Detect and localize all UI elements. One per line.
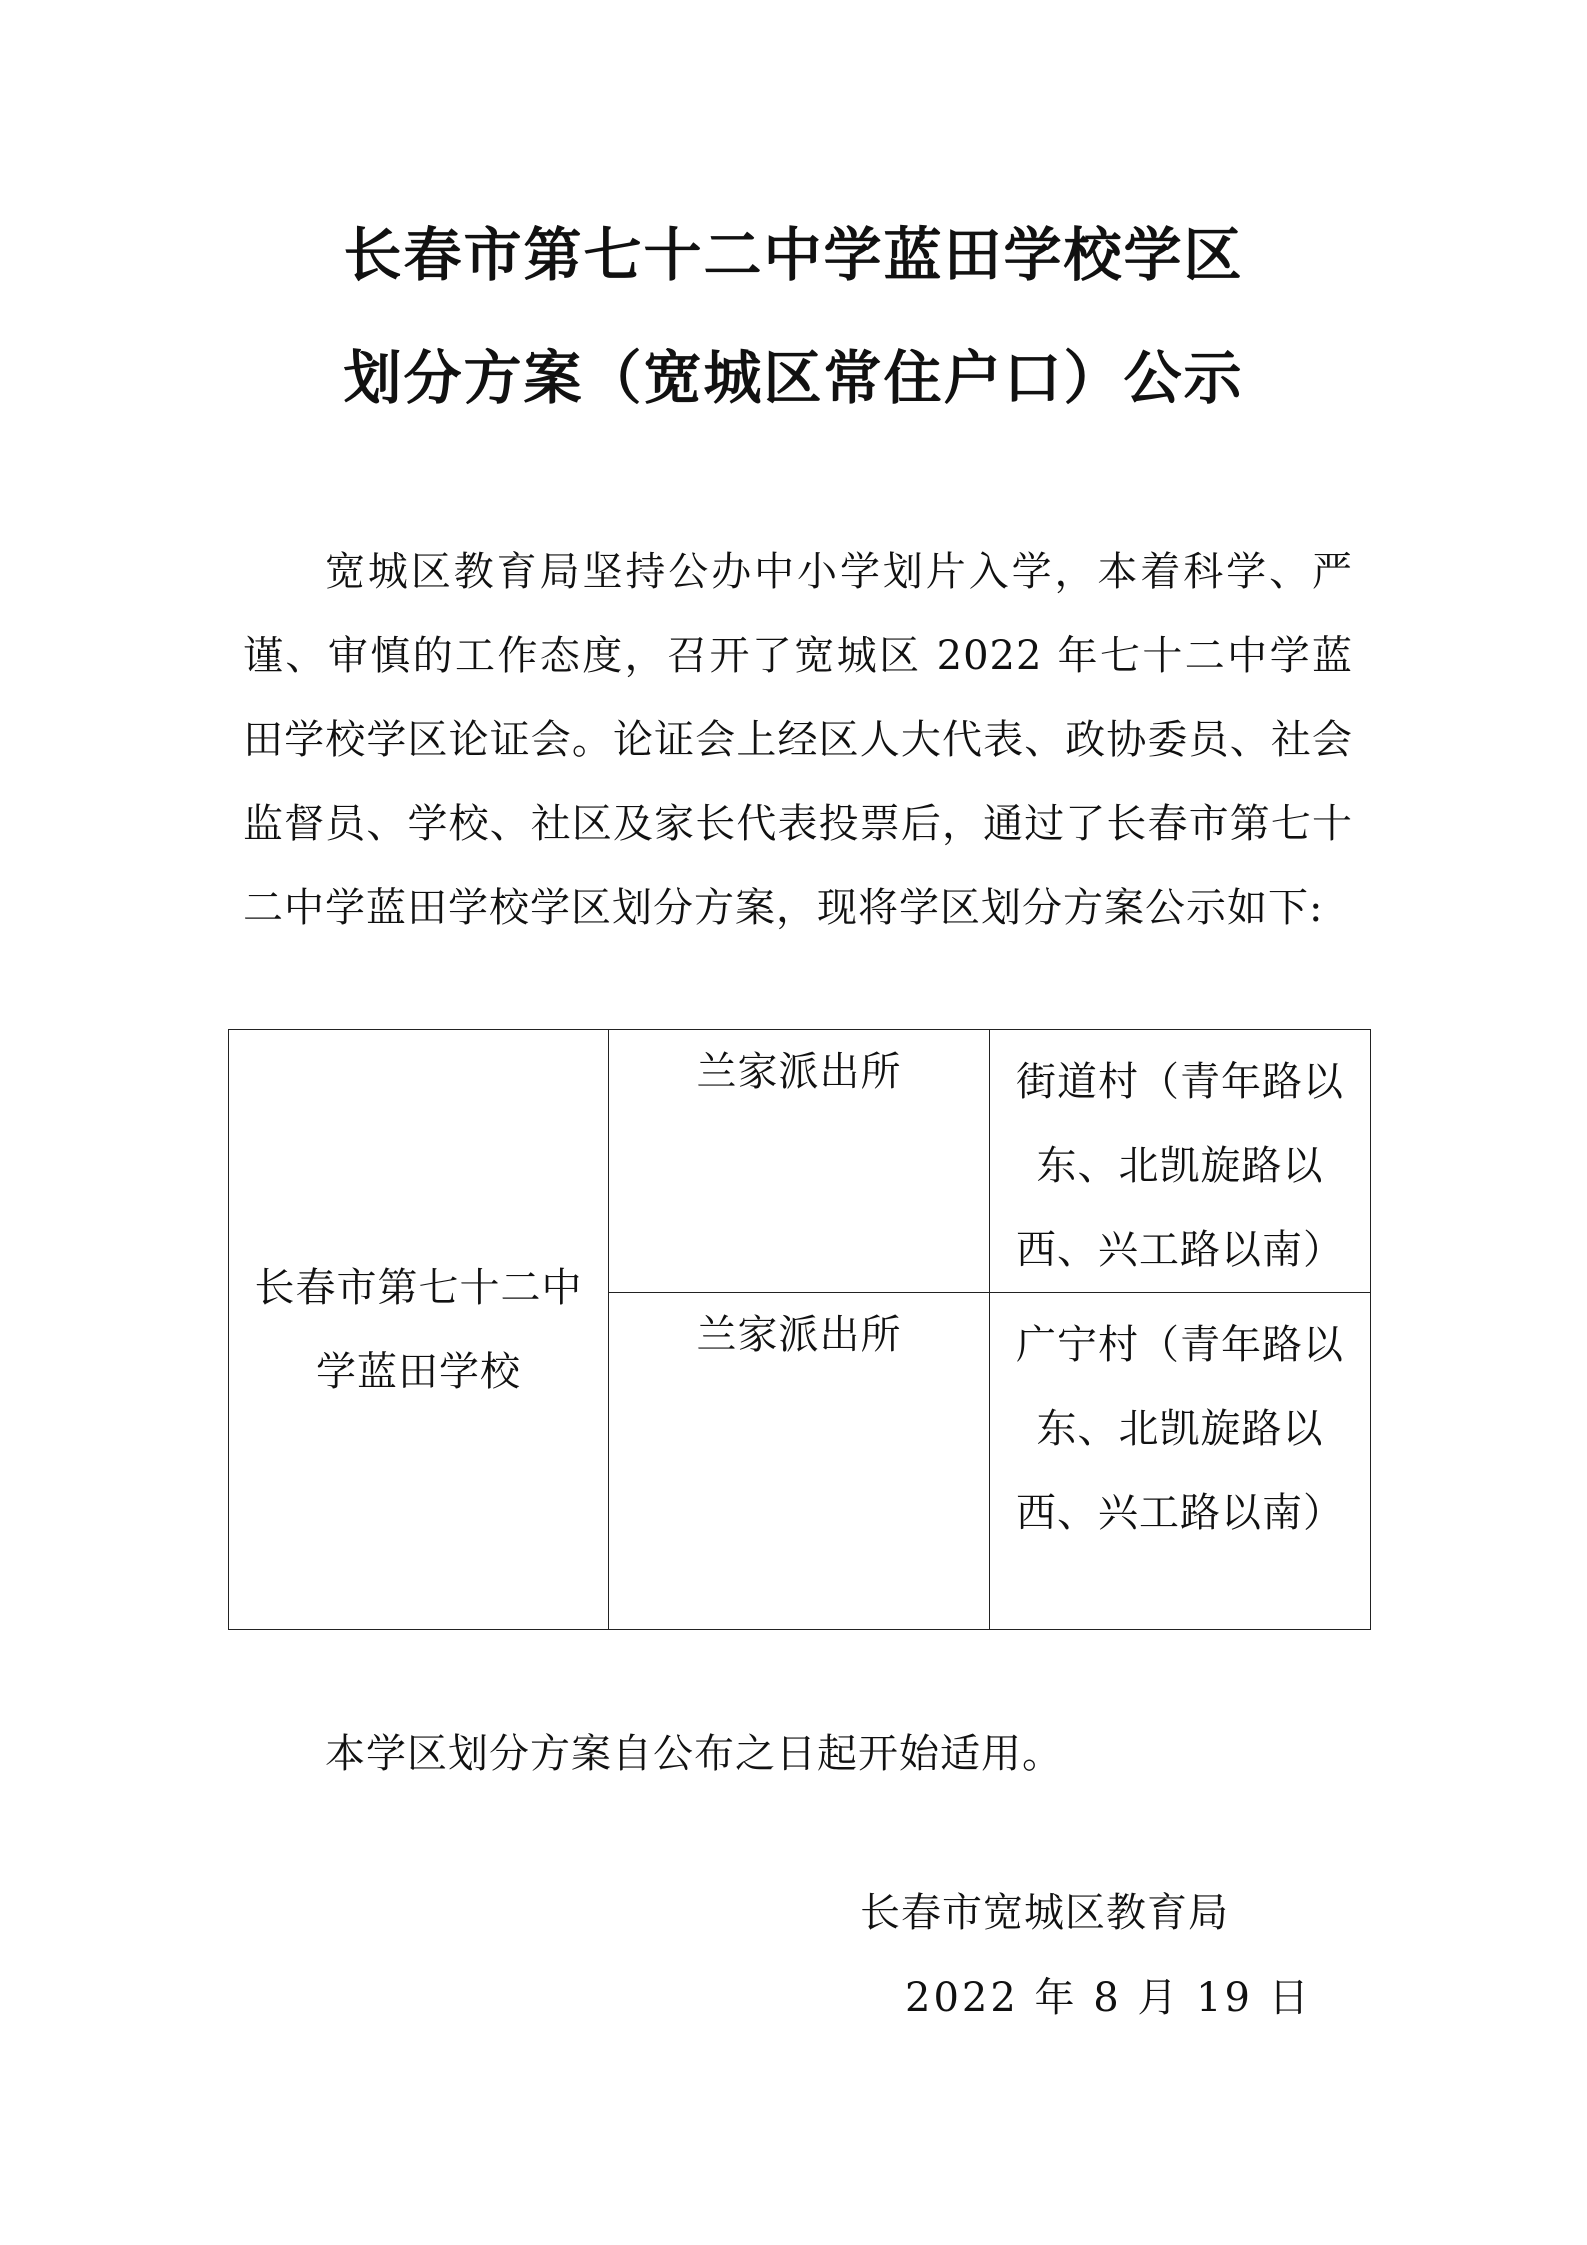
police-station-cell: 兰家派出所 [609,1293,990,1630]
intro-paragraph: 宽城区教育局坚持公办中小学划片入学，本着科学、严谨、审慎的工作态度，召开了宽城区 2022 年七十二中学蓝田学校学区论证会。论证会上经区人大代表、政协委员、社会监督员、学校、社区及家长代表投票后，通过了长春市第七十二中学蓝田学校学区划分方案，现将学区划分方案公示如下: [243,549,1353,931]
document-title-line-2: 划分方案（宽城区常住户口）公示 [343,344,1244,412]
table-row [229,1030,1371,1293]
issue-date: 2022 年 8 月 19 日 [905,1975,1312,2021]
police-station-cell: 兰家派出所 [609,1030,990,1293]
school-district-table [228,1029,1371,1630]
area-cell: 广宁村（青年路以东、北凯旋路以西、兴工路以南） [990,1293,1371,1630]
closing-paragraph: 本学区划分方案自公布之日起开始适用。 [325,1731,1063,1777]
school-name-cell: 长春市第七十二中学蓝田学校 [229,1030,609,1630]
area-cell: 街道村（青年路以东、北凯旋路以西、兴工路以南） [990,1030,1371,1293]
issuer-signature: 长春市宽城区教育局 [860,1890,1229,1936]
document-title-line-1: 长春市第七十二中学蓝田学校学区 [343,221,1244,289]
